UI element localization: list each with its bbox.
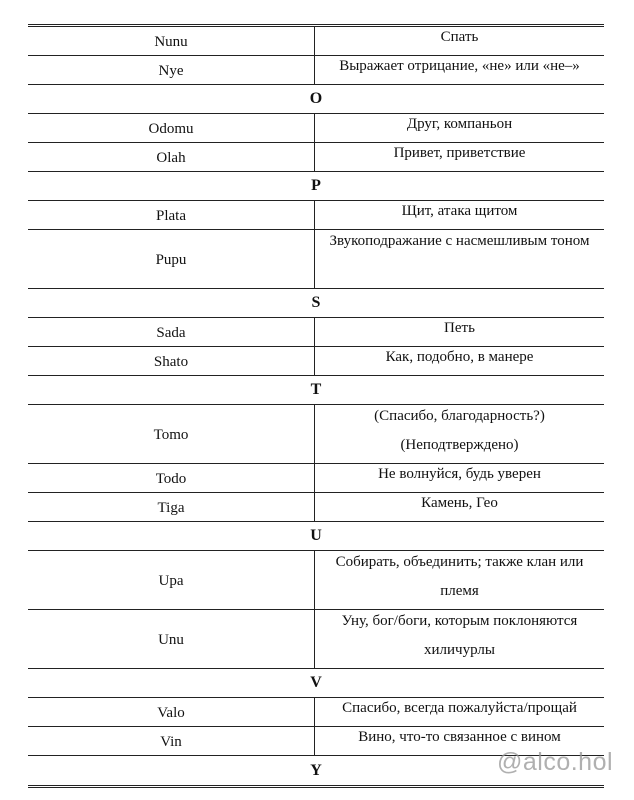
meaning-cell: Как, подобно, в манере — [385, 349, 534, 365]
section-header-row — [28, 522, 604, 551]
word-cell: Plata — [28, 201, 315, 229]
meaning-cell: Звукоподражание с насмешливым тоном — [329, 233, 590, 249]
word-cell: Pupu — [28, 230, 315, 288]
word-cell: Valo — [28, 698, 315, 726]
section-letter: S — [311, 294, 321, 311]
section-letter: V — [310, 674, 322, 691]
table-row — [28, 56, 604, 85]
meaning-cell: Уну, бог/боги, которым поклоняются хиличурлы — [341, 613, 578, 658]
meaning-cell: Выражает отрицание, «не» или «не–» — [339, 58, 580, 74]
meaning-cell: Камень, Гео — [421, 495, 498, 511]
table-row — [28, 143, 604, 172]
meaning-cell: Спасибо, всегда пожалуйста/прощай — [342, 700, 577, 716]
table-row — [28, 230, 604, 289]
meaning-cell: Спать — [440, 29, 479, 45]
section-letter: Y — [310, 761, 322, 779]
meaning-cell: Петь — [444, 320, 475, 336]
word-cell: Olah — [28, 143, 315, 171]
meaning-cell: Не волнуйся, будь уверен — [378, 466, 541, 482]
section-letter: O — [309, 90, 323, 107]
section-letter: P — [311, 177, 321, 194]
meaning-cell: Вино, что-то связанное с вином — [358, 729, 561, 745]
table-row — [28, 405, 604, 464]
section-letter: T — [310, 381, 322, 398]
word-cell: Todo — [28, 464, 315, 492]
word-cell: Tiga — [28, 493, 315, 521]
section-letter: U — [310, 527, 322, 544]
section-header-row — [28, 376, 604, 405]
word-cell: Vin — [28, 727, 315, 755]
meaning-cell: Собирать, объединить; также клан или племя — [335, 554, 584, 599]
word-cell: Upa — [28, 551, 315, 609]
meaning-cell: Привет, приветствие — [393, 145, 526, 161]
table-row — [28, 347, 604, 376]
table-row — [28, 551, 604, 610]
word-cell: Unu — [28, 610, 315, 668]
dictionary-table — [28, 24, 604, 788]
word-cell: Tomo — [28, 405, 315, 463]
word-cell: Nye — [28, 56, 315, 84]
table-row — [28, 610, 604, 669]
word-cell: Nunu — [28, 27, 315, 55]
word-cell: Odomu — [28, 114, 315, 142]
meaning-cell: Щит, атака щитом — [401, 203, 518, 219]
table-row — [28, 493, 604, 522]
word-cell: Sada — [28, 318, 315, 346]
watermark: @alco.hol — [497, 748, 614, 776]
meaning-cell: (Спасибо, благодарность?) (Неподтверждено) — [374, 408, 545, 453]
meaning-cell: Друг, компаньон — [406, 116, 513, 132]
table-row — [28, 201, 604, 230]
word-cell: Shato — [28, 347, 315, 375]
